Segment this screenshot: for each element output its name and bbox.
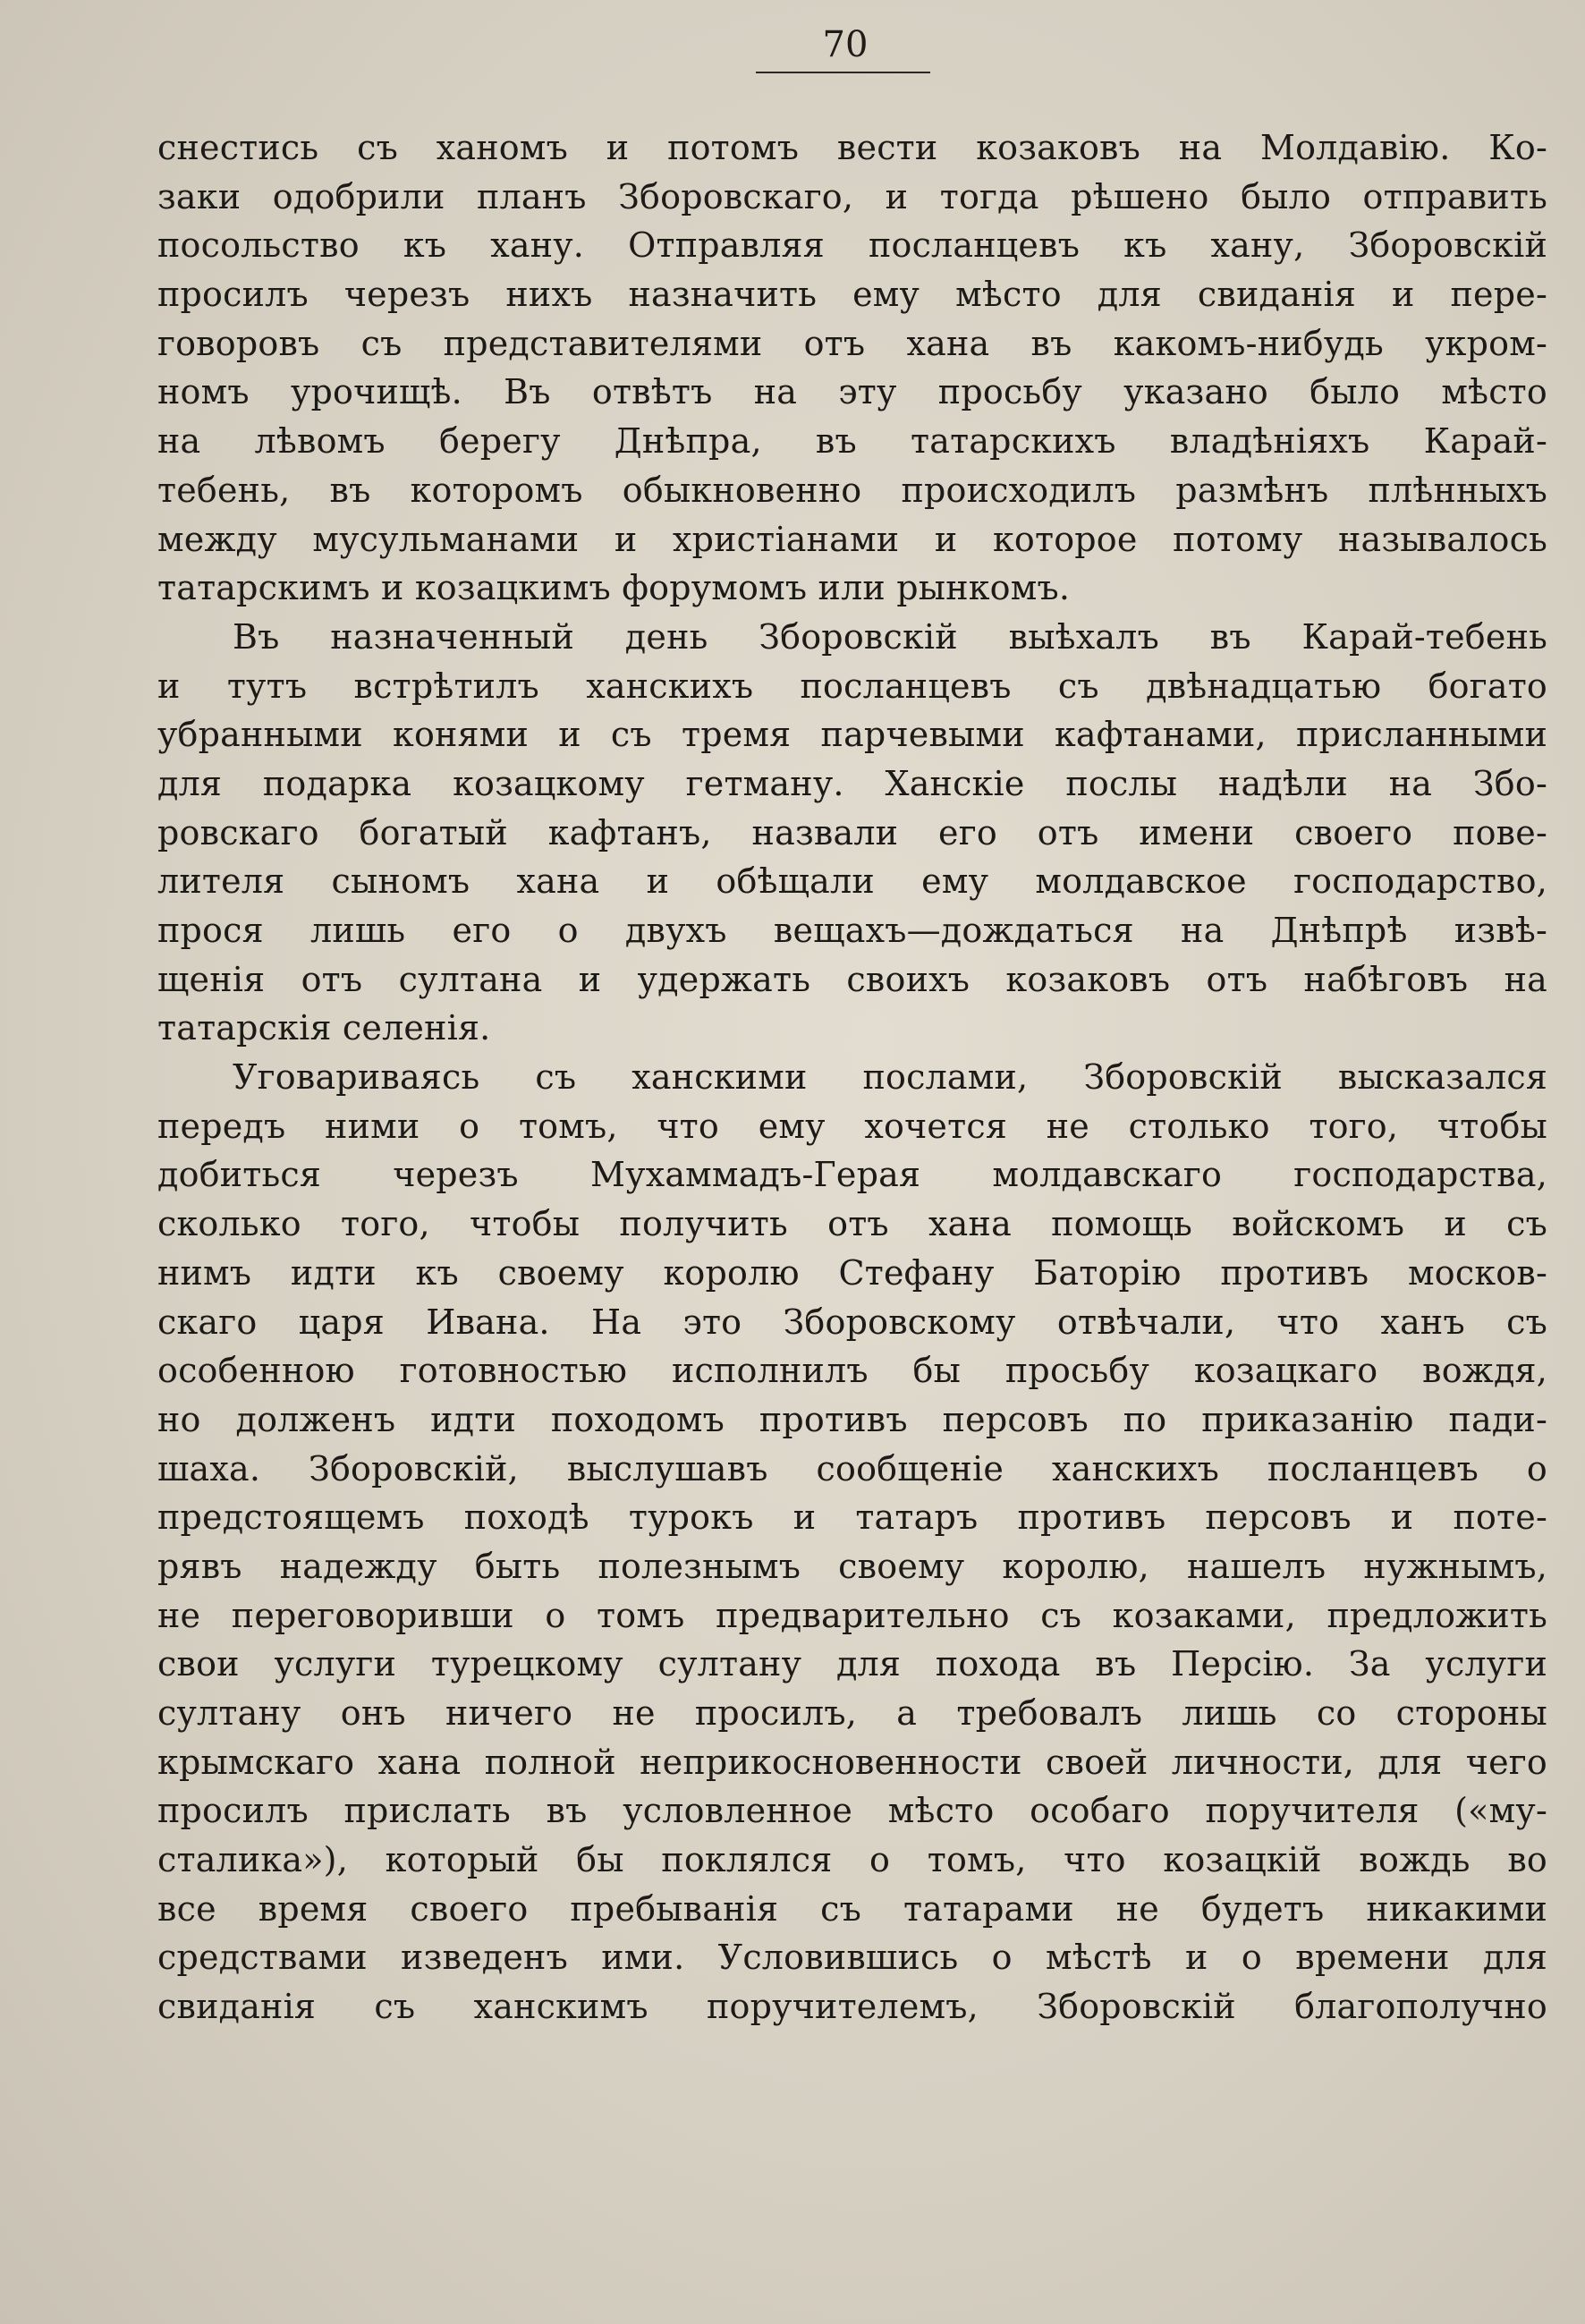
paragraph-1 (157, 123, 1547, 613)
text-line: щенія отъ султана и удержать своихъ козаковъ отъ набѣговъ на (157, 959, 1547, 999)
text-line: для подарка козацкому гетману. Ханскіе послы надѣли на Збо- (157, 763, 1547, 803)
text-line: особенною готовностью исполнилъ бы просьбу козацкаго вождя, (157, 1351, 1547, 1391)
text-line: между мусульманами и христіанами и которое потому называлось (157, 519, 1547, 559)
text-line: просилъ прислать въ условленное мѣсто особаго поручителя («му- (157, 1791, 1547, 1831)
text-line: номъ урочищѣ. Въ отвѣтъ на эту просьбу указано было мѣсто (157, 372, 1547, 412)
text-line: не переговоривши о томъ предварительно съ козаками, предложить (157, 1595, 1547, 1635)
text-line: татарскимъ и козацкимъ форумомъ или рынкомъ. (157, 568, 1071, 608)
text-line: свои услуги турецкому султану для похода въ Персію. За услуги (157, 1644, 1547, 1684)
text-line: скаго царя Ивана. На это Зборовскому отвѣчали, что ханъ съ (157, 1302, 1547, 1342)
text-line: нимъ идти къ своему королю Стефану Баторію противъ москов- (157, 1252, 1547, 1293)
text-line: но долженъ идти походомъ противъ персовъ по приказанію пади- (157, 1399, 1547, 1439)
text-line: заки одобрили планъ Зборовскаго, и тогда рѣшено было отправить (157, 176, 1547, 216)
text-line: добиться черезъ Мухаммадъ-Герая молдавскаго господарства, (157, 1155, 1547, 1195)
text-line: сталика»), который бы поклялся о томъ, что козацкій вождь во (157, 1840, 1547, 1880)
text-line: прося лишь его о двухъ вещахъ—дождаться на Днѣпрѣ извѣ- (157, 911, 1547, 950)
text-line: предстоящемъ походѣ турокъ и татаръ противъ персовъ и поте- (157, 1497, 1547, 1538)
text-line: султану онъ ничего не просилъ, а требовалъ лишь со стороны (157, 1693, 1547, 1733)
text-line: Въ назначенный день Зборовскій выѣхалъ въ Карай-тебень (233, 616, 1547, 657)
text-line: на лѣвомъ берегу Днѣпра, въ татарскихъ владѣніяхъ Карай- (157, 421, 1547, 462)
paragraph-3 (157, 1053, 1547, 2031)
text-line: свиданія съ ханскимъ поручителемъ, Зборовскій благополучно (157, 1987, 1547, 2027)
page-number: 70 (822, 24, 869, 65)
body-text (157, 123, 1547, 2031)
text-line: тебень, въ которомъ обыкновенно происходилъ размѣнъ плѣнныхъ (157, 470, 1547, 510)
text-line: татарскія селенія. (157, 1008, 491, 1048)
header-rule (756, 72, 930, 73)
text-line: передъ ними о томъ, что ему хочется не столько того, чтобы (157, 1106, 1547, 1146)
paragraph-2 (157, 613, 1547, 1053)
text-line: говоровъ съ представителями отъ хана въ какомъ-нибудь укром- (157, 323, 1547, 363)
text-line: средствами изведенъ ими. Условившись о мѣстѣ и о времени для (157, 1938, 1547, 1978)
text-line: ровскаго богатый кафтанъ, назвали его отъ имени своего пове- (157, 812, 1547, 852)
text-line: все время своего пребыванія съ татарами не будетъ никакими (157, 1888, 1547, 1929)
text-line: лителя сыномъ хана и обѣщали ему молдавское господарство, (157, 861, 1547, 902)
text-line: посольство къ хану. Отправляя посланцевъ къ хану, Зборовскій (157, 225, 1547, 266)
text-line: и тутъ встрѣтилъ ханскихъ посланцевъ съ двѣнадцатью богато (157, 666, 1547, 706)
text-line: сколько того, чтобы получить отъ хана помощь войскомъ и съ (157, 1204, 1547, 1244)
text-line: крымскаго хана полной неприкосновенности своей личности, для чего (157, 1742, 1547, 1782)
text-line: рявъ надежду быть полезнымъ своему королю, нашелъ нужнымъ, (157, 1546, 1547, 1586)
text-line: убранными конями и съ тремя парчевыми кафтанами, присланными (157, 715, 1547, 755)
text-line: Уговариваясь съ ханскими послами, Зборовскій высказался (233, 1057, 1547, 1098)
text-line: снестись съ ханомъ и потомъ вести козаковъ на Молдавію. Ко- (157, 128, 1547, 167)
text-line: шаха. Зборовскій, выслушавъ сообщеніе ханскихъ посланцевъ о (157, 1448, 1547, 1489)
text-line: просилъ черезъ нихъ назначить ему мѣсто для свиданія и пере- (157, 275, 1547, 315)
